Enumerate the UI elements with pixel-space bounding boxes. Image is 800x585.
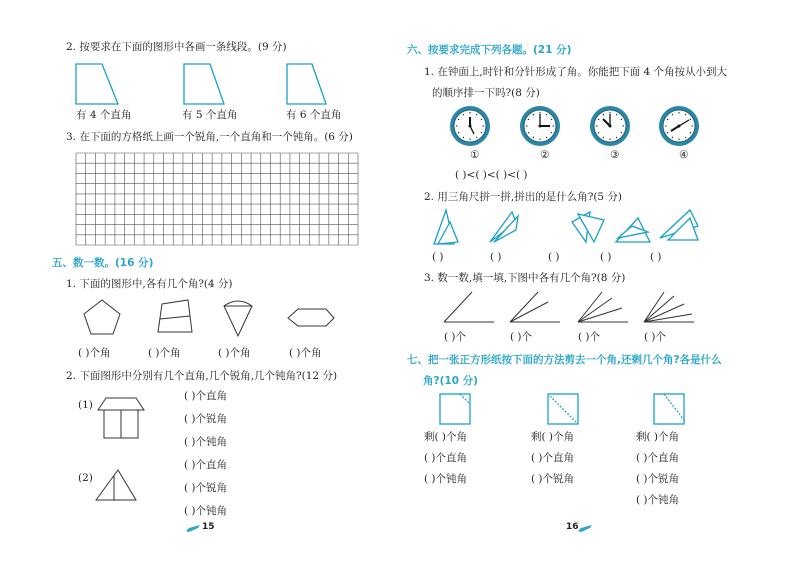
pentagon-shape: [84, 300, 120, 334]
house-roof: [98, 398, 144, 410]
figure-2-label: (2): [78, 472, 93, 484]
set-square-answer-2[interactable]: ( ): [490, 251, 502, 263]
clock-order-answer[interactable]: ( )<( )<( )<( ): [455, 169, 528, 181]
triangle-figure: [94, 468, 154, 504]
shape4-answer[interactable]: ( )个角: [289, 347, 322, 359]
triangle-shape: [96, 470, 136, 500]
sec5-q2-title: 2. 下面图形中分别有几个直角,几个锐角,几个钝角?(12 分): [66, 370, 338, 382]
shape2-answer[interactable]: ( )个角: [148, 347, 181, 359]
label-5-right-angles: 有 5 个直角: [182, 109, 238, 121]
clock-2: [520, 106, 560, 146]
ray-answer-1[interactable]: ( )个: [444, 331, 467, 343]
pencil-icon: [578, 525, 592, 533]
q2-title: 2. 按要求在下面的图形中各画一条线段。(9 分): [66, 41, 287, 53]
cut3-acute[interactable]: ( )个锐角: [636, 473, 680, 485]
figure-1-label: (1): [78, 399, 93, 411]
sec6-q1-line1: 1. 在钟面上,时针和分针形成了角。你能把下面 4 个角按从小到大: [424, 66, 728, 78]
shape1-answer[interactable]: ( )个角: [78, 347, 111, 359]
clock-1: [450, 106, 490, 146]
clock-num-2: ②: [540, 149, 550, 161]
set-square-answer-5[interactable]: ( ): [650, 251, 662, 263]
cut3-remaining[interactable]: 剩( )个角: [636, 431, 680, 443]
cut1-remaining[interactable]: 剩( )个角: [424, 431, 468, 443]
fig2-right-angles[interactable]: ( )个直角: [184, 459, 228, 471]
cut3-obtuse[interactable]: ( )个钝角: [636, 494, 680, 506]
square-cut-1: [440, 394, 470, 424]
ray-answer-3[interactable]: ( )个: [578, 331, 601, 343]
set-square-answer-1[interactable]: ( ): [432, 251, 444, 263]
shape3-answer[interactable]: ( )个角: [218, 347, 251, 359]
house-figure: [96, 394, 156, 444]
sec5-q1-title: 1. 下面的图形中,各有几个角?(4 分): [66, 278, 233, 290]
section-7-line1: 七、把一张正方形纸按下面的方法剪去一个角,还剩几个角?各是什么: [407, 354, 722, 366]
fig2-obtuse-angles[interactable]: ( )个钝角: [184, 505, 228, 517]
cut3-right[interactable]: ( )个直角: [636, 452, 680, 464]
clock-num-4: ④: [679, 149, 689, 161]
square-cut-3: [654, 394, 684, 424]
trapezoid-3: [287, 64, 326, 104]
clock-3: [590, 106, 630, 146]
cut1-obtuse[interactable]: ( )个钝角: [424, 473, 468, 485]
fig2-acute-angles[interactable]: ( )个锐角: [184, 482, 228, 494]
ray-answer-4[interactable]: ( )个: [644, 331, 667, 343]
clock-faces: [452, 104, 712, 154]
set-square-answer-4[interactable]: ( ): [600, 251, 612, 263]
label-6-right-angles: 有 6 个直角: [286, 109, 342, 121]
grid-lines: [76, 153, 358, 245]
fig1-obtuse-angles[interactable]: ( )个钝角: [184, 436, 228, 448]
trapezoid-1: [76, 64, 118, 104]
set-square-answer-3[interactable]: ( ): [548, 251, 560, 263]
cut2-right[interactable]: ( )个直角: [531, 452, 575, 464]
cut1-right[interactable]: ( )个直角: [424, 452, 468, 464]
section-5-title: 五、数一数。(16 分): [52, 257, 154, 269]
clock-4: [659, 106, 699, 146]
set-square-figures: [432, 208, 712, 248]
page-number-left: 15: [202, 522, 215, 532]
ray-answer-2[interactable]: ( )个: [510, 331, 533, 343]
hexagon-shape: [288, 309, 334, 326]
sec6-q2-title: 2. 用三角尺拼一拼,拼出的是什么角?(5 分): [424, 191, 623, 203]
fig1-acute-angles[interactable]: ( )个锐角: [184, 413, 228, 425]
section-6-title: 六、按要求完成下列各题。(21 分): [407, 44, 572, 56]
section-7-line2: 角?(10 分): [423, 375, 478, 387]
clock-num-1: ①: [470, 149, 480, 161]
trapezoid-shapes: [74, 62, 334, 106]
clock-num-3: ③: [610, 149, 620, 161]
square-grid-paper[interactable]: [76, 153, 358, 245]
cut2-remaining[interactable]: 剩( )个角: [531, 431, 575, 443]
pencil-icon: [186, 525, 200, 533]
q3-title: 3. 在下面的方格纸上画一个锐角,一个直角和一个钝角。(6 分): [66, 131, 353, 143]
ray-figures: [442, 290, 702, 330]
sec6-q3-title: 3. 数一数,填一填,下图中各有几个角?(8 分): [424, 272, 626, 284]
sec6-q1-line2: 的顺序排一下吗?(8 分): [432, 87, 540, 99]
fig1-right-angles[interactable]: ( )个直角: [184, 390, 228, 402]
count-angle-shapes: [78, 298, 368, 348]
trapezoid-2: [184, 64, 224, 104]
cut2-acute[interactable]: ( )个锐角: [531, 473, 575, 485]
page-number-right: 16: [566, 522, 579, 532]
cut-square-figures: [438, 392, 698, 432]
label-4-right-angles: 有 4 个直角: [76, 109, 132, 121]
